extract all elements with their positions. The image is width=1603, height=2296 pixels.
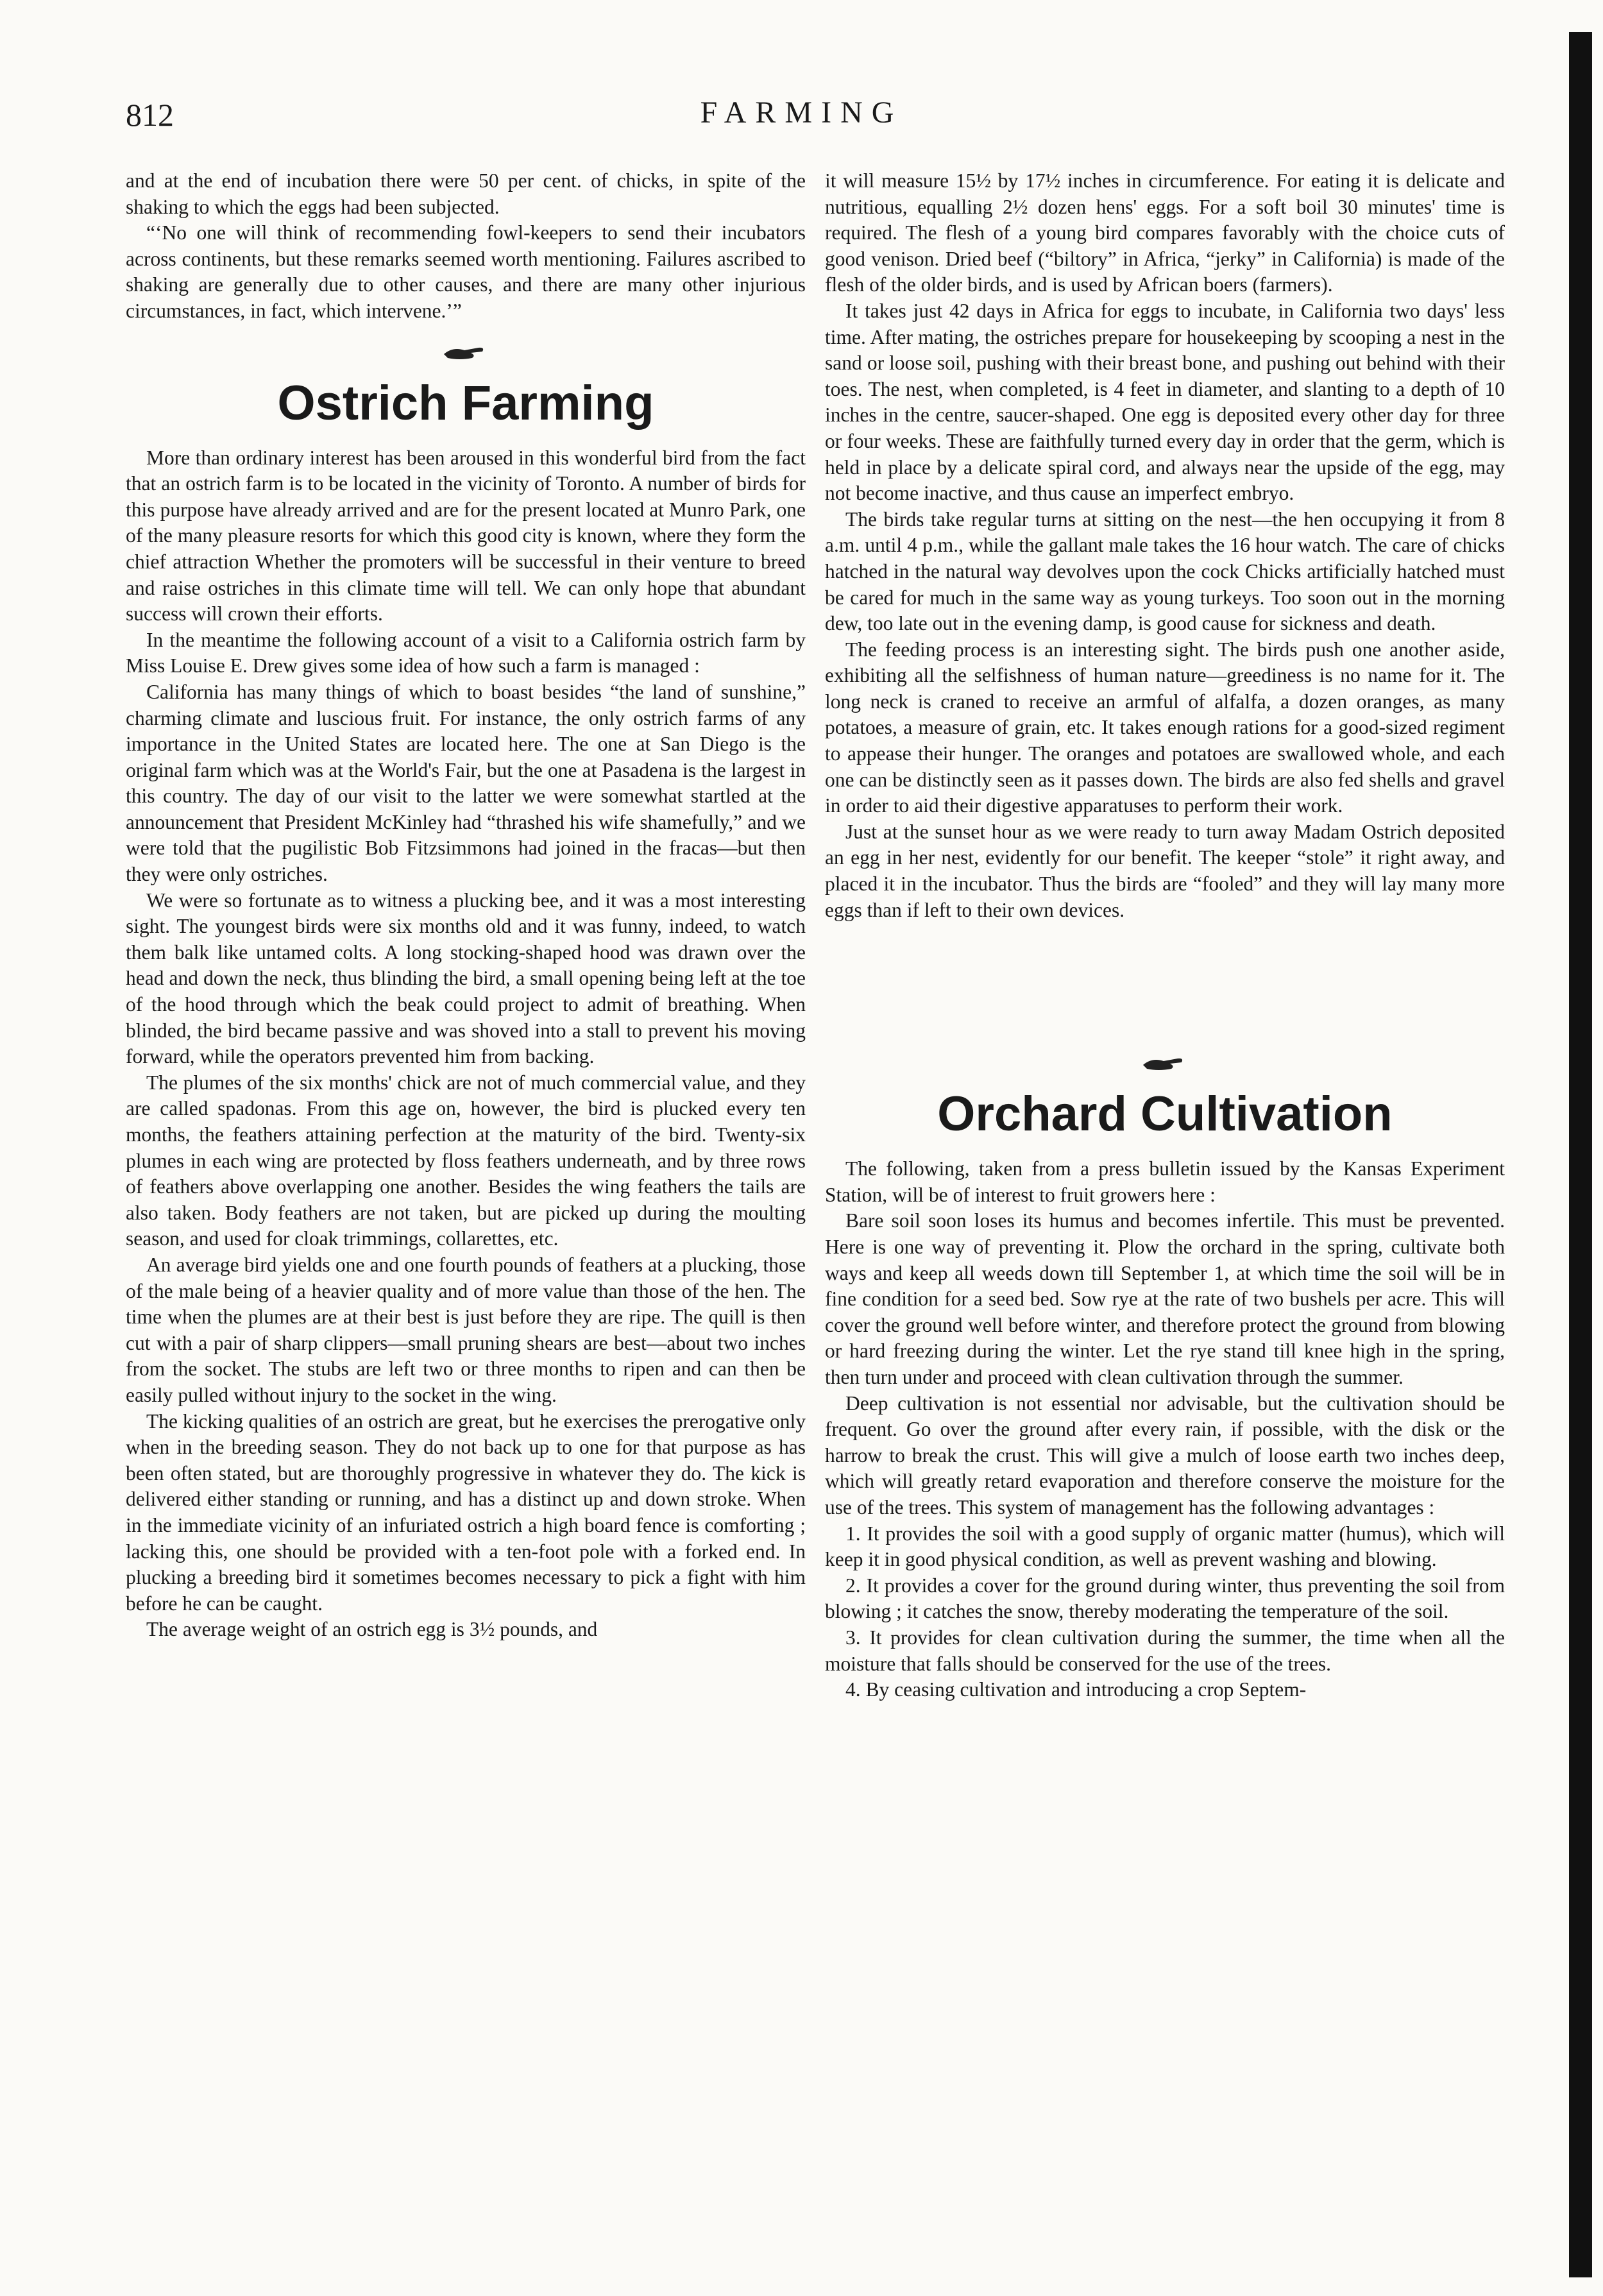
- orchard-cultivation-heading: Orchard Cultivation: [937, 1087, 1393, 1142]
- hand-pointer-ornament-icon: [825, 1048, 1505, 1082]
- paragraph: The plumes of the six months' chick are not of much commercial value, and they are called spadonas. From this age on, however, the bird is plucked every ten months, the feathers attaining perfection at the maturity of the bird. Twenty-six plumes in each wing are protected by floss feathers underneath, and by three rows of feathers above overlapping one another. Besides the wing feathers the tails are also taken. Body feathers are not taken, but are picked up during the moulting season, and used for cloak trimmings, collarettes, etc.: [126, 1071, 806, 1250]
- paragraph: More than ordinary interest has been aroused in this wonderful bird from the fact that an ostrich farm is to be located in the vicinity of Toronto. A number of birds for this purpose have already arrived and are for the present located at Munro Park, one of the many pleasure resorts for which this good city is known, where they form the chief attraction Whether the promoters will be successful in their venture to breed and raise ostriches in this climate time will tell. We can only hope that abundant success will crown their efforts.: [126, 446, 806, 625]
- paragraph: The birds take regular turns at sitting on the nest—the hen occupying it from 8 a.m. until 4 p.m., while the gallant male takes the 16 hour watch. The care of chicks hatched in the natural way devolves upon the cock Chicks artificially hatched must be cared for much in the same way as young turkeys. Too soon out in the morning dew, too late out in the evening damp, is good cause for sickness and death.: [825, 507, 1505, 635]
- list-item: 4. By ceasing cultivation and introducing a crop Septem-: [845, 1678, 1307, 1701]
- right-column: [825, 168, 1505, 1703]
- list-item: 1. It provides the soil with a good supply of organic matter (humus), which will keep it in good physical condition, as well as prevent washing and blowing.: [825, 1522, 1505, 1571]
- hand-pointer-ornament-icon: [126, 337, 806, 371]
- paragraph: California has many things of which to boast besides “the land of sunshine,” charming climate and luscious fruit. For instance, the only ostrich farms of any importance in the United States are located here. The one at San Diego is the original farm which was at the World's Fair, but the one at Pasadena is the largest in this country. The day of our visit to the latter we were somewhat startled at the announcement that President McKinley had “thrashed his wife shamefully,” and we were told that the pugilistic Bob Fitzsimmons had joined in the fracas—but then they were only ostriches.: [126, 680, 806, 886]
- page-number: 812: [126, 97, 174, 133]
- paragraph: Bare soil soon loses its humus and becomes infertile. This must be prevented. Here is one way of preventing it. Plow the orchard in the spring, cultivate both ways and keep all weeds down till September 1, at which time the soil will be in fine condition for a seed bed. Sow rye at the rate of two bushels per acre. This will cover the ground well before winter, and therefore protect the ground from blowing or hard freezing during the winter. Let the rye stand till knee high in the spring, then turn under and proceed with clean cultivation through the summer.: [825, 1209, 1505, 1388]
- paragraph: and at the end of incubation there were 50 per cent. of chicks, in spite of the shaking to which the eggs had been subjected.: [126, 169, 806, 218]
- paragraph: The kicking qualities of an ostrich are great, but he exercises the prerogative only when in the breeding season. They do not back up to one for that purpose as has been often stated, but are thoroughly progressive in whatever they do. The kick is delivered either standing or running, and has a distinct up and down stroke. When in the immediate vicinity of an infuriated ostrich a high board fence is comforting ; lacking this, one should be provided with a ten-foot pole with a forked end. In plucking a breeding bird it sometimes becomes necessary to pick a fight with him before he can be caught.: [126, 1409, 806, 1615]
- ostrich-farming-heading: Ostrich Farming: [277, 375, 654, 430]
- paragraph: We were so fortunate as to witness a plucking bee, and it was a most interesting sight. The youngest birds were six months old and it was funny, indeed, to watch them balk like untamed colts. A long stocking-shaped hood was drawn over the head and down the neck, thus blinding the bird, a small opening being left at the toe of the hood through which the beak could project to admit of breathing. When blinded, the bird became passive and was shoved into a stall to prevent his moving forward, while the operators prevented him from backing.: [126, 889, 806, 1068]
- paragraph: The following, taken from a press bulletin issued by the Kansas Experiment Station, will be of interest to fruit growers here :: [825, 1157, 1505, 1206]
- paragraph: Just at the sunset hour as we were ready to turn away Madam Ostrich deposited an egg in her nest, evidently for our benefit. The keeper “stole” it right away, and placed it in the incubator. Thus the birds are “fooled” and they will lay many more eggs than if left to their own devices.: [825, 820, 1505, 921]
- paragraph: it will measure 15½ by 17½ inches in circumference. For eating it is delicate and nutritious, equalling 2½ dozen hens' eggs. For a soft boil 30 minutes' time is required. The flesh of a young bird compares favorably with the choice cuts of good venison. Dried beef (“biltory” in Africa, “jerky” in California) is made of the flesh of the older birds, and is used by African boers (farmers).: [825, 169, 1505, 296]
- list-item: 2. It provides a cover for the ground during winter, thus preventing the soil from blowing ; it catches the snow, thereby moderating the temperature of the soil.: [825, 1574, 1505, 1623]
- paragraph: The feeding process is an interesting sight. The birds push one another aside, exhibiting all the selfishness of human nature—greediness is no name for it. The long neck is craned to receive an armful of alfalfa, a dozen oranges, as many potatoes, a measure of grain, etc. It takes enough rations for a good-sized regiment to appease their hunger. The oranges and potatoes are swallowed whole, and each one can be distinctly seen as it passes down. The birds are also fed shells and gravel in order to aid their digestive apparatuses to perform their work.: [825, 638, 1505, 817]
- paragraph: An average bird yields one and one fourth pounds of feathers at a plucking, those of the male being of a heavier quality and of more value than those of the hen. The time when the plumes are at their best is just before they are ripe. The quill is then cut with a pair of sharp clippers—small pruning shears are best—about two inches from the socket. The stubs are left two or three months to ripen and can then be easily pulled without injury to the socket in the wing.: [126, 1253, 806, 1406]
- paragraph: In the meantime the following account of a visit to a California ostrich farm by Miss Louise E. Drew gives some idea of how such a farm is managed :: [126, 628, 806, 677]
- left-column: [126, 168, 806, 1643]
- paragraph: It takes just 42 days in Africa for eggs to incubate, in California two days' less time. After mating, the ostriches prepare for housekeeping by scooping a nest in the sand or loose soil, pushing with their breast bone, and pushing out behind with their toes. The nest, when completed, is 4 feet in diameter, and slanting to a depth of 10 inches in the centre, saucer-shaped. One egg is deposited every other day for three or four weeks. These are faithfully turned every day in order that the germ, which is held in place by a delicate spiral cord, and always near the upside of the egg, may not become inactive, and thus cause an imperfect embryo.: [825, 299, 1505, 505]
- list-item: 3. It provides for clean cultivation during the summer, the time when all the moisture that falls should be conserved for the use of the trees.: [825, 1626, 1505, 1675]
- page-edge-bar: [1569, 32, 1592, 2277]
- running-head: FARMING: [700, 96, 903, 130]
- paragraph: Deep cultivation is not essential nor advisable, but the cultivation should be frequent. Go over the ground after every rain, if possible, with the disk or the harrow to break the crust. This will give a mulch of loose earth two inches deep, which will greatly retard evaporation and therefore conserve the moisture for the use of the trees. This system of management has the following advantages :: [825, 1391, 1505, 1518]
- paragraph: “‘No one will think of recommending fowl-keepers to send their incubators across continents, but these remarks seemed worth mentioning. Failures ascribed to shaking are generally due to other causes, and there are many other injurious circumstances, in fact, which intervene.’”: [126, 221, 806, 322]
- paragraph: The average weight of an ostrich egg is 3½ pounds, and: [146, 1618, 598, 1641]
